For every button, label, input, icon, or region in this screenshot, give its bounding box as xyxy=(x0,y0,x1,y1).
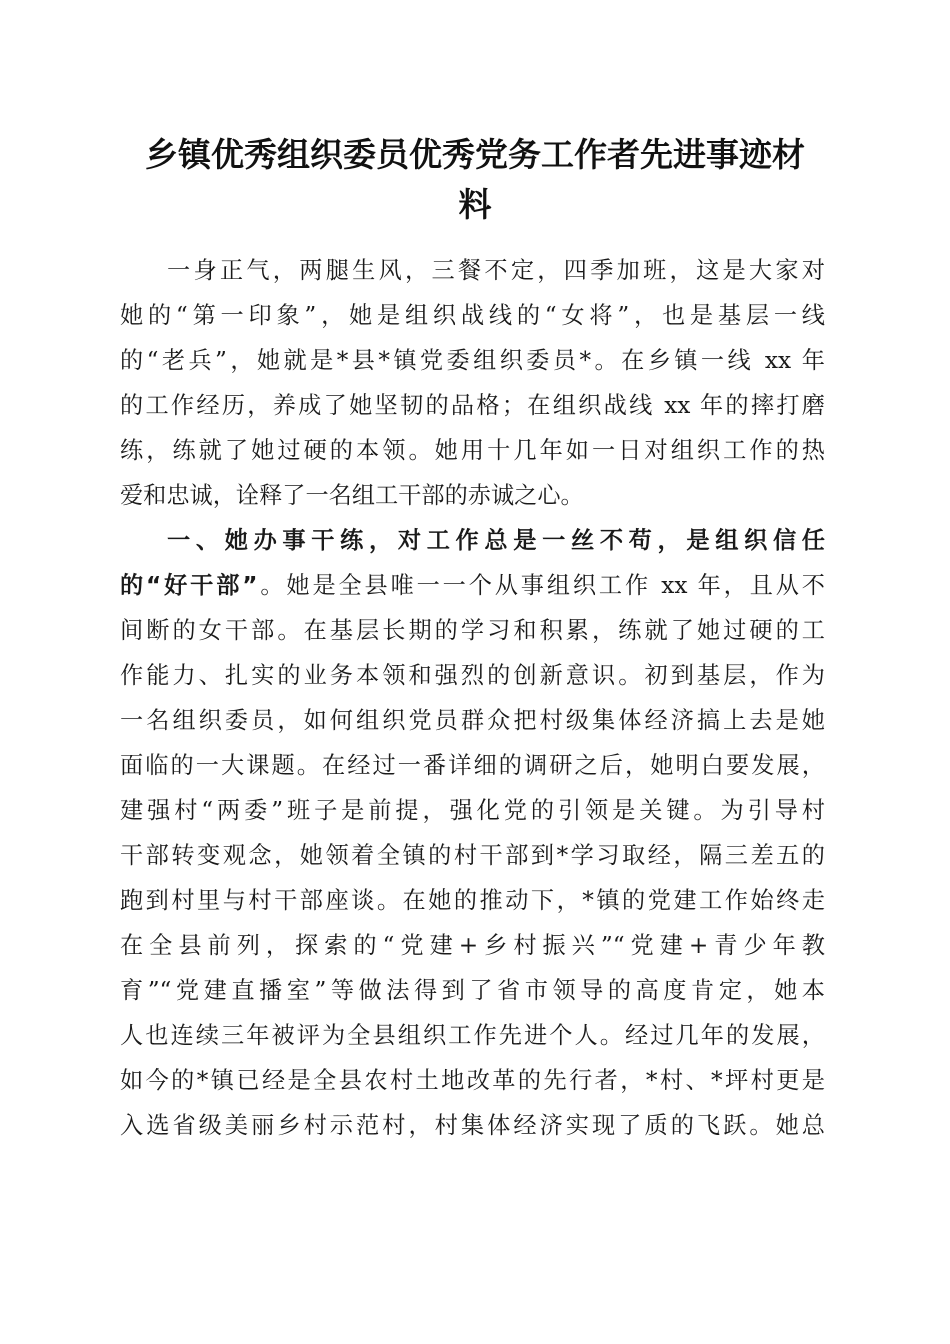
paragraph1-line: 练，练就了她过硬的本领。她用十几年如一日对组织工作的热 xyxy=(120,437,825,464)
section1-heading-line-2 xyxy=(120,563,825,608)
paragraph1-line: 她的“第一印象”，她是组织战线的“女将”，也是基层一线 xyxy=(120,302,825,329)
section1-heading-rest: 。她是全县唯一一个从事组织工作 xx 年，且从不 xyxy=(257,572,825,599)
paragraph1-line: 爱和忠诚，诠释了一名组工干部的赤诚之心。 xyxy=(120,482,584,509)
title-line-2: 料 xyxy=(458,185,492,224)
section1-heading-emphasis: 的“好干部” xyxy=(120,572,258,599)
section1-line: 育”“党建直播室”等做法得到了省市领导的高度肯定，她本 xyxy=(120,977,825,1004)
section1-line: 在全县前列，探索的“党建+乡村振兴”“党建+青少年教 xyxy=(120,932,825,959)
document-title xyxy=(110,130,840,230)
section1-line: 作能力、扎实的业务本领和强烈的创新意识。初到基层，作为 xyxy=(120,662,825,689)
section1-line: 间断的女干部。在基层长期的学习和积累，练就了她过硬的工 xyxy=(120,617,825,644)
section1-line: 面临的一大课题。在经过一番详细的调研之后，她明白要发展， xyxy=(120,752,825,779)
document-body xyxy=(120,248,825,1148)
paragraph1-line: 的“老兵”，她就是*县*镇党委组织委员*。在乡镇一线 xx 年 xyxy=(120,347,825,374)
section1-heading-line: 一、她办事干练，对工作总是一丝不苟，是组织信任 xyxy=(167,527,825,554)
section1-line: 人也连续三年被评为全县组织工作先进个人。经过几年的发展， xyxy=(120,1022,825,1049)
section1-line: 如今的*镇已经是全县农村土地改革的先行者，*村、*坪村更是 xyxy=(120,1067,825,1094)
section1-line: 建强村“两委”班子是前提，强化党的引领是关键。为引导村 xyxy=(120,797,825,824)
section1-line: 干部转变观念，她领着全镇的村干部到*学习取经，隔三差五的 xyxy=(120,842,825,869)
paragraph1-line: 一身正气，两腿生风，三餐不定，四季加班，这是大家对 xyxy=(167,257,825,284)
paragraph1-line: 的工作经历，养成了她坚韧的品格；在组织战线 xx 年的摔打磨 xyxy=(120,392,825,419)
title-line-1: 乡镇优秀组织委员优秀党务工作者先进事迹材 xyxy=(145,135,805,174)
section1-line: 一名组织委员，如何组织党员群众把村级集体经济搞上去是她 xyxy=(120,707,825,734)
section1-line: 跑到村里与村干部座谈。在她的推动下，*镇的党建工作始终走 xyxy=(120,887,825,914)
section1-line: 入选省级美丽乡村示范村，村集体经济实现了质的飞跃。她总 xyxy=(120,1112,825,1139)
